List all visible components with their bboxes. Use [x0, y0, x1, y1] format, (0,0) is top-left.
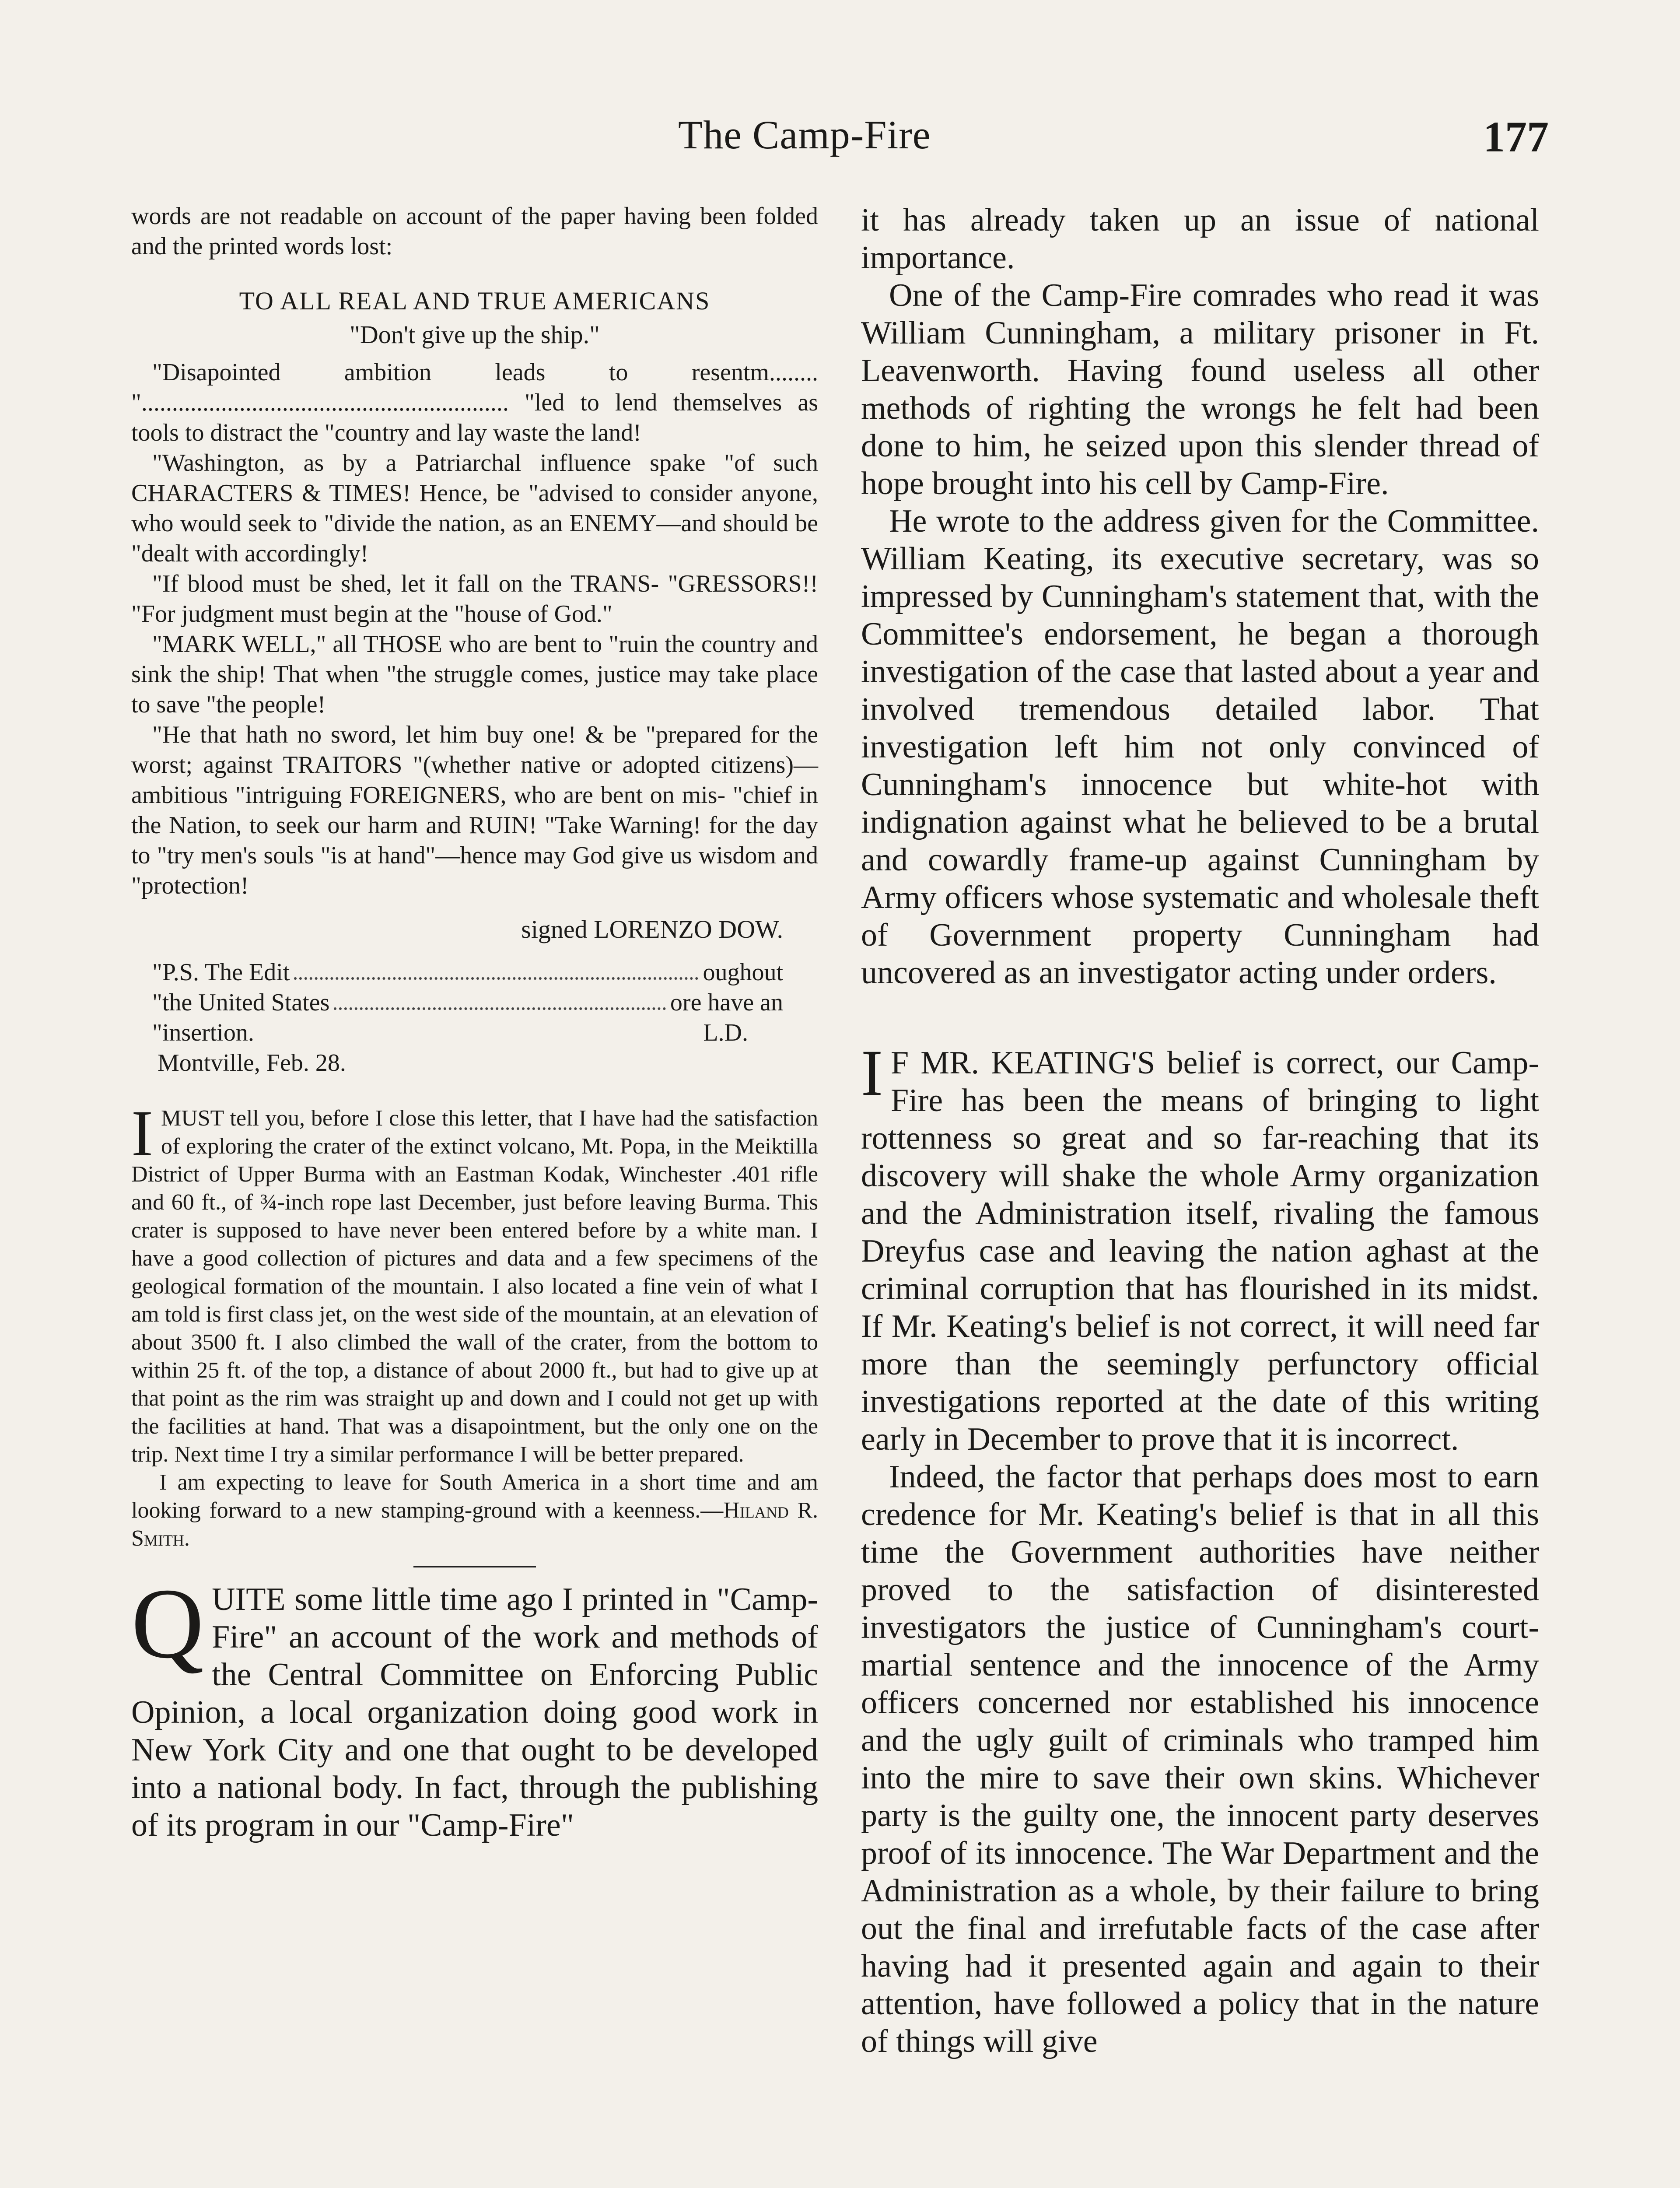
- letter-signature: Hiland R. Smith.: [131, 1498, 818, 1551]
- place-date: Montville, Feb. 28.: [158, 1049, 346, 1076]
- drop-cap: I: [131, 1097, 153, 1170]
- quote-motto: "Don't give up the ship.": [350, 320, 600, 349]
- article-paragraph: it has already taken up an issue of national importance.: [861, 202, 1539, 276]
- drop-cap: I: [861, 1037, 883, 1109]
- letter-paragraph: [131, 1469, 818, 1553]
- ps-line: [131, 957, 818, 988]
- running-title: The Camp-Fire: [678, 112, 931, 157]
- quote-paragraph: "MARK WELL," all THOSE who are bent to "ruin the country and sink the ship! That when "the struggle comes, justice may take place to save "the people!: [131, 631, 818, 718]
- ps-left: "the United States: [152, 989, 330, 1016]
- quote-paragraph: "Washington, as by a Patriarchal influence spake "of such CHARACTERS & TIMES! Hence, be "advised to consider anyone, who would seek to "divide the nation, as an ENEMY—and should be "dealt with accordingly!: [131, 449, 818, 567]
- divider-rule: [413, 1566, 536, 1567]
- ps-line: [131, 988, 818, 1018]
- ps-leader: [294, 957, 698, 980]
- section-break: [861, 992, 1539, 1044]
- ps-right: L.D.: [703, 1019, 748, 1046]
- article-paragraph: Indeed, the factor that perhaps does most to earn credence for Mr. Keating's belief is that in all this time the Government authorities have neither proved to the satisfaction of disinterested investigators the justice of Cunningham's court-martial sentence and the innocence of the Army officers concerned nor established his innocence and the ugly guilt of criminals who tramped him into the mire to save their own skins. Whichever party is the guilty one, the innocent party deserves proof of its innocence. The War Department and the Administration as a whole, by their failure to bring out the final and irrefutable facts of the case after having had it presented again and again to their attention, have followed a policy that in the nature of things will give: [861, 1459, 1539, 2059]
- left-column: [131, 201, 818, 1844]
- camp-fire-paragraph: [131, 1567, 818, 1844]
- quote-paragraph: "If blood must be shed, let it fall on the TRANS- "GRESSORS!! "For judgment must begin at the "house of God.": [131, 570, 818, 628]
- ps-left: "P.S. The Edit: [152, 959, 290, 986]
- ps-leader: [334, 988, 665, 1010]
- letter-text: MUST tell you, before I close this letter, that I have had the satisfaction of exploring the crater of the extinct volcano, Mt. Popa, in the Meiktilla District of Upper Burma with an Eastman Kodak, Winchester .401 rifle and 60 ft., of ¾-inch rope last December, just before leaving Burma. This crater is supposed to have never been entered before by a white man. I have a good collection of pictures and data and a few specimens of the geological formation of the mountain. I also located a fine vein of what I am told is first class jet, on the west side of the mountain, at an elevation of about 3500 ft. I also climbed the wall of the crater, from the bottom to within 25 ft. of the top, a distance of about 2000 ft., but had to give up at that point as the rim was straight up and down and I could not get up with the facilities at hand. That was a disapointment, but the only one on the trip. Next time I try a similar performance I will be better prepared.: [131, 1106, 818, 1467]
- article-paragraph: [861, 1037, 1539, 1458]
- letter-text: I am expecting to leave for South America in a short time and am looking forward to a new stamping-ground with a keenness.—: [131, 1470, 818, 1523]
- camp-fire-text: UITE some little time ago I printed in "Camp-Fire" an account of the work and methods of the Central Committee on Enforcing Public Opinion, a local organization doing good work in New York City and one that ought to be developed into a national body. In fact, through the publishing of its program in our "Camp-Fire": [131, 1581, 818, 1843]
- article-paragraph: One of the Camp-Fire comrades who read it was William Cunningham, a military prisoner in Ft. Leavenworth. Having found useless all other methods of righting the wrongs he felt had been done to him, he seized upon this slender thread of hope brought into his cell by Camp-Fire.: [861, 277, 1539, 501]
- article-text: F MR. KEATING'S belief is correct, our Camp-Fire has been the means of bringing to light rottenness so great and so far-reaching that its discovery will shake the whole Army organization and the Administration itself, rivaling the famous Dreyfus case and leaving the nation aghast at the criminal corruption that has flourished in its midst. If Mr. Keating's belief is not correct, it will need far more than the seemingly perfunctory official investigations reported at the date of this writing early in December to prove that it is incorrect.: [861, 1045, 1539, 1457]
- ps-left: "insertion.: [152, 1019, 254, 1046]
- page-number: 177: [1483, 112, 1549, 161]
- right-column: [861, 201, 1539, 2060]
- ps-right: oughout: [703, 959, 783, 986]
- quote-signature: signed LORENZO DOW.: [521, 915, 783, 943]
- ps-line: [131, 1018, 818, 1048]
- intro-paragraph: words are not readable on account of the paper having been folded and the printed words lost:: [131, 203, 818, 260]
- letter-paragraph: [131, 1097, 818, 1469]
- ps-right: ore have an: [670, 989, 783, 1016]
- quote-heading: TO ALL REAL AND TRUE AMERICANS: [239, 287, 710, 315]
- drop-cap: Q: [131, 1567, 204, 1679]
- quote-paragraph: "He that hath no sword, let him buy one! & be "prepared for the worst; against TRAITORS "(whether native or adopted citizens)—ambitious "intriguing FOREIGNERS, who are bent on mis- "chief in the Nation, to seek our harm and RUIN! "Take Warning! for the day to "try men's souls "is at hand"—hence may God give us wisdom and "protection!: [131, 721, 818, 899]
- article-paragraph: He wrote to the address given for the Committee. William Keating, its executive secretary, was so impressed by Cunningham's statement that, with the Committee's endorsement, he began a thorough investigation of the case that lasted about a year and involved tremendous detailed labor. That investigation left him not only convinced of Cunningham's innocence but white-hot with indignation against what he believed to be a brutal and cowardly frame-up against Cunningham by Army officers whose systematic and wholesale theft of Government property Cunningham had uncovered as an investigator acting under orders.: [861, 503, 1539, 991]
- quote-paragraph: "Disapointed ambition leads to resentm........ "............................................................ "led to lend themselves as tools to distract the "country and lay waste the land!: [131, 359, 818, 446]
